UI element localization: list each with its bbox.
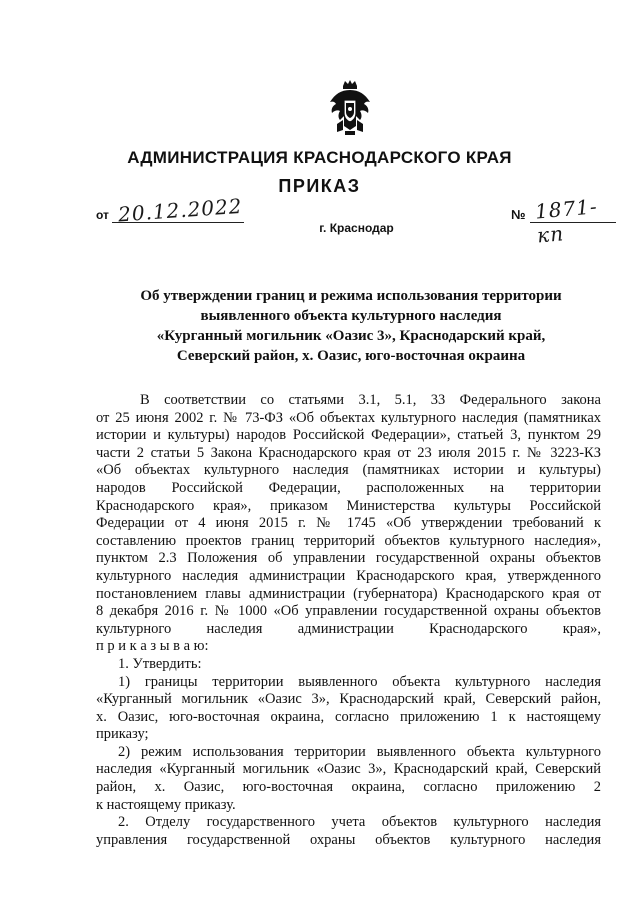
body-line: народов Российской Федерации, расположенных на территории	[96, 479, 601, 496]
body-line: части 2 статьи 5 Закона Краснодарского края от 23 июля 2015 г. № 3223-КЗ	[96, 444, 601, 461]
handwritten-date: 20.12.2022	[117, 193, 244, 227]
body-line: 8 декабря 2016 г. № 1000 «Об управлении государственной охраны объектов	[96, 603, 601, 620]
number-label: №	[511, 207, 526, 222]
body-line: В соответствии со статьями 3.1, 5.1, 33 Федерального закона	[140, 392, 601, 408]
subject-line: Об утверждении границ и режима использования территории	[140, 288, 562, 304]
city: г. Краснодар	[319, 221, 394, 235]
document-type: ПРИКАЗ	[278, 176, 361, 196]
body-line: постановлением главы администрации (губернатора) Краснодарского края от	[96, 585, 601, 602]
body-line: составлению проектов границ территорий объектов культурного наследия»,	[96, 532, 601, 549]
document-subject	[118, 286, 584, 366]
body-line: 1. Утвердить:	[118, 655, 202, 672]
body-line: Федерации от 4 июня 2015 г. № 1745 «Об утверждении требований к	[96, 515, 601, 532]
body-line: управления государственной охраны объектов культурного наследия	[96, 831, 601, 848]
body-line: 2. Отделу государственного учета объектов культурного наследия	[118, 814, 601, 831]
body-line: от 25 июня 2002 г. № 73-ФЗ «Об объектах культурного наследия (памятниках	[96, 409, 601, 426]
body-line: 2) режим использования территории выявленного объекта культурного	[118, 743, 601, 760]
body-line: 1) границы территории выявленного объекта культурного наследия	[118, 673, 601, 690]
body-line: «Об объектах культурного наследия (памятниках истории и культуры)	[96, 462, 601, 479]
body-line: Краснодарского края», приказом Министерства культуры Российской	[96, 497, 601, 514]
body-line: культурного наследия администрации Краснодарского края»,	[96, 620, 601, 637]
body-line: к настоящему приказу.	[96, 796, 236, 813]
body-line: пунктом 2.3 Положения об управлении государственной охраны объектов	[96, 550, 601, 567]
subject-line: выявленного объекта культурного наследия	[200, 308, 502, 324]
subject-line: «Курганный могильник «Оазис 3», Краснодарский край,	[156, 328, 546, 344]
coat-of-arms-emblem	[327, 80, 373, 136]
body-line: район, х. Оазис, юго-восточная окраина, согласно приложению 2	[96, 779, 601, 796]
body-line: х. Оазис, юго-восточная окраина, согласно приложению 1 к настоящему	[96, 708, 601, 725]
document-body	[96, 392, 601, 849]
organization-title: АДМИНИСТРАЦИЯ КРАСНОДАРСКОГО КРАЯ	[127, 148, 512, 167]
body-line: «Курганный могильник «Оазис 3», Краснодарский край, Северский район,	[96, 691, 601, 708]
subject-line: Северский район, х. Оазис, юго-восточная окраина	[176, 348, 526, 364]
body-line: истории и культуры) народов Российской Федерации», статьей 3, пунктом 29	[96, 427, 601, 444]
body-line: приказу;	[96, 726, 149, 743]
date-label: от	[96, 208, 109, 222]
body-line: наследия «Курганный могильник «Оазис 3», Краснодарский край, Северский	[96, 761, 601, 778]
handwritten-number: 1871-кп	[534, 194, 599, 248]
body-line: п р и к а з ы в а ю:	[96, 638, 209, 655]
body-line: культурного наследия администрации Краснодарского края, утвержденного	[96, 567, 601, 584]
